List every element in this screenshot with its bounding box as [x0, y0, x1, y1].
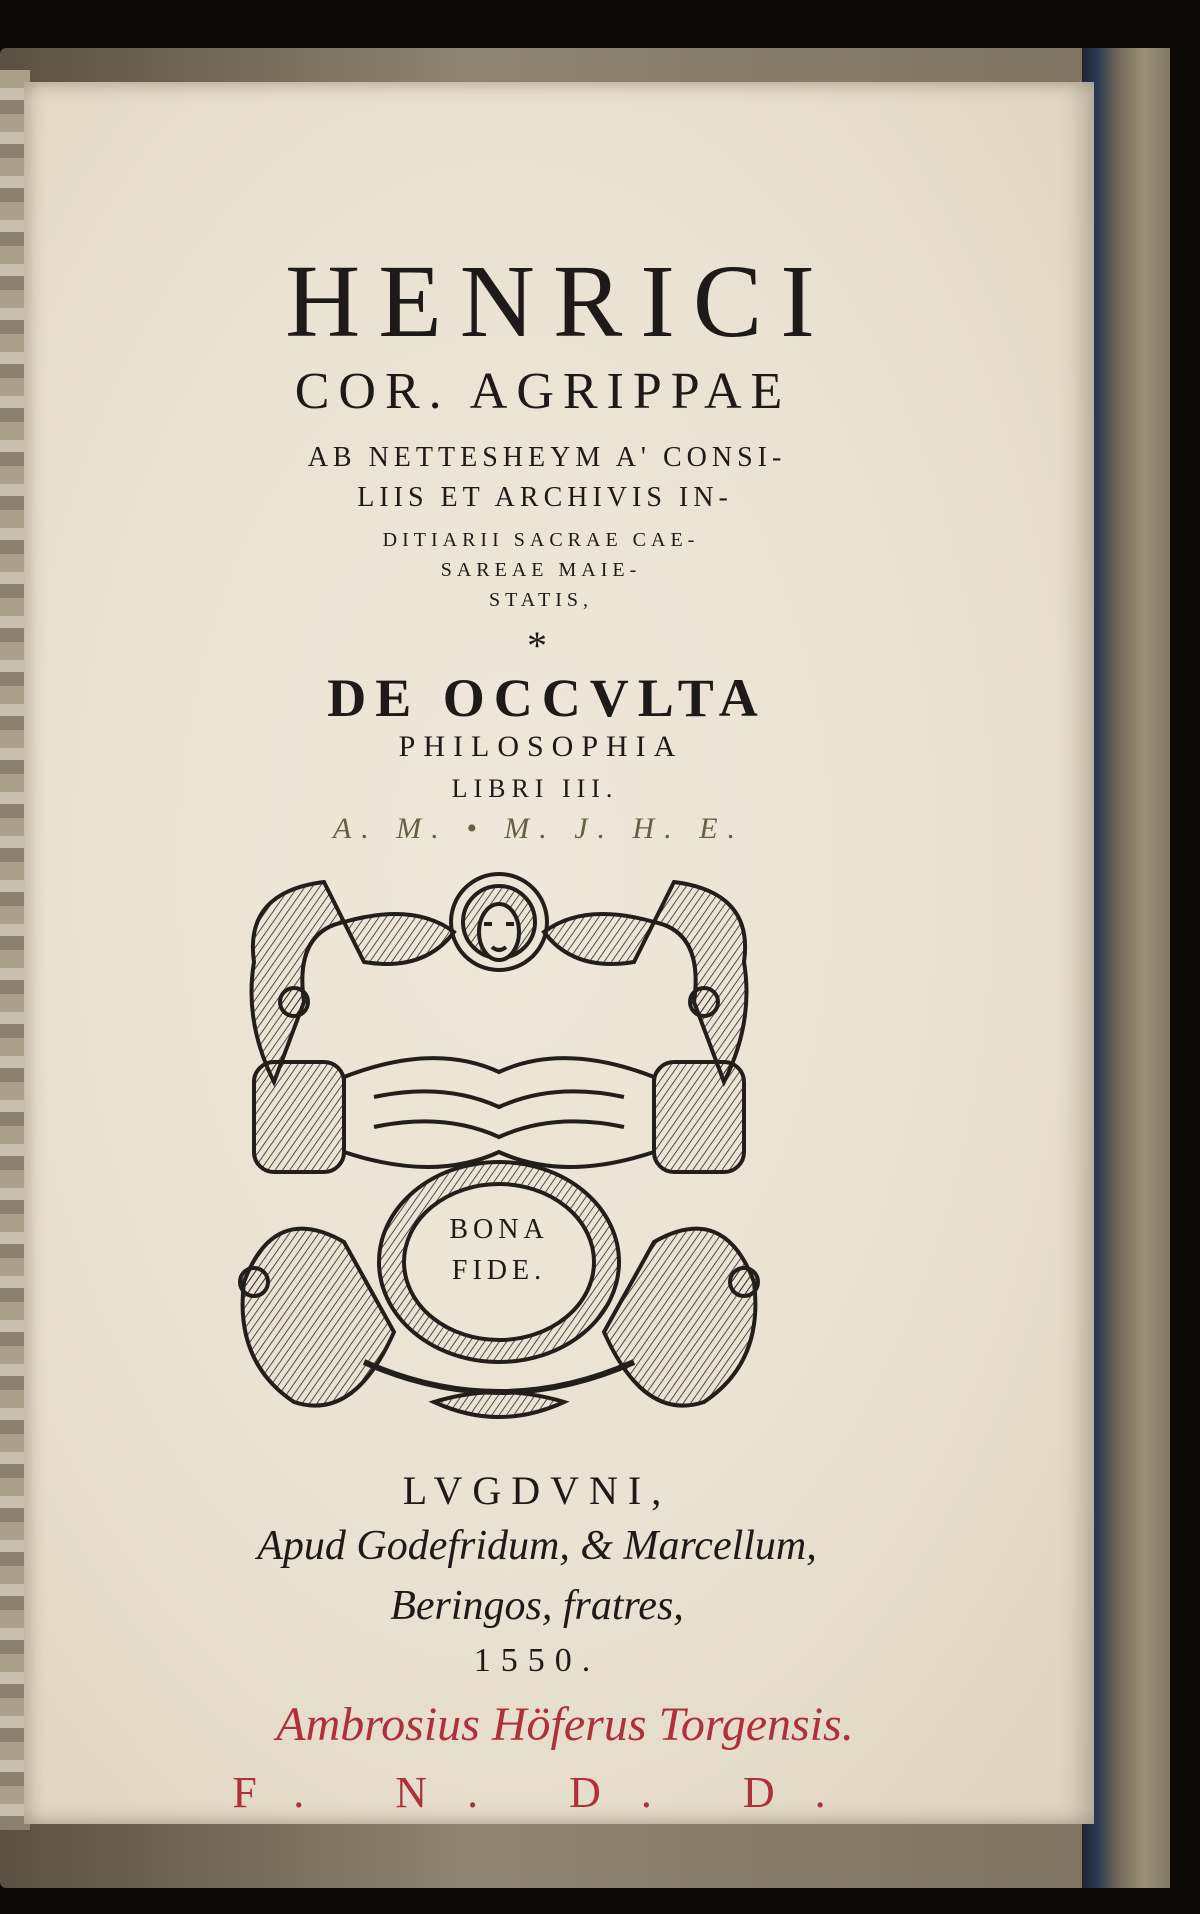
asterisk-ornament: *	[527, 623, 547, 668]
imprint-year: 1550.	[473, 1642, 601, 1679]
author-surname: COR. AGRIPPAE	[294, 363, 792, 420]
imprint-printers-line-2: Beringos, fratres,	[390, 1583, 684, 1629]
printers-device-woodcut	[234, 862, 764, 1442]
author-first-name: HENRICI	[285, 244, 833, 359]
author-title-line-4: SAREAE MAIE-	[440, 559, 642, 581]
author-title-line-3: DITIARII SACRAE CAE-	[382, 529, 700, 551]
book-cover-edge	[1082, 48, 1170, 1888]
device-motto-line-2: FIDE.	[451, 1255, 547, 1286]
imprint-printers-line-1: Apud Godefridum, & Marcellum,	[257, 1523, 817, 1569]
device-motto-line-1: BONA	[449, 1214, 549, 1245]
work-title: DE OCCVLTA	[327, 668, 767, 728]
title-page	[24, 82, 1094, 1824]
book-count: LIBRI III.	[451, 774, 619, 803]
author-title-line-1: AB NETTESHEYM A' CONSI-	[307, 442, 787, 473]
work-subtitle: PHILOSOPHIA	[398, 730, 684, 763]
clasped-hands-emblem	[234, 862, 764, 1442]
imprint-city: LVGDVNI,	[402, 1468, 672, 1513]
ownership-initials: F. N. D. D.	[232, 1768, 866, 1817]
author-title-line-5: STATIS,	[489, 589, 593, 611]
ownership-inscription: Ambrosius Höferus Torgensis.	[276, 1698, 854, 1751]
handwritten-initials: A. M. • M. J. H. E.	[332, 812, 746, 845]
author-title-line-2: LIIS ET ARCHIVIS IN-	[357, 482, 733, 513]
